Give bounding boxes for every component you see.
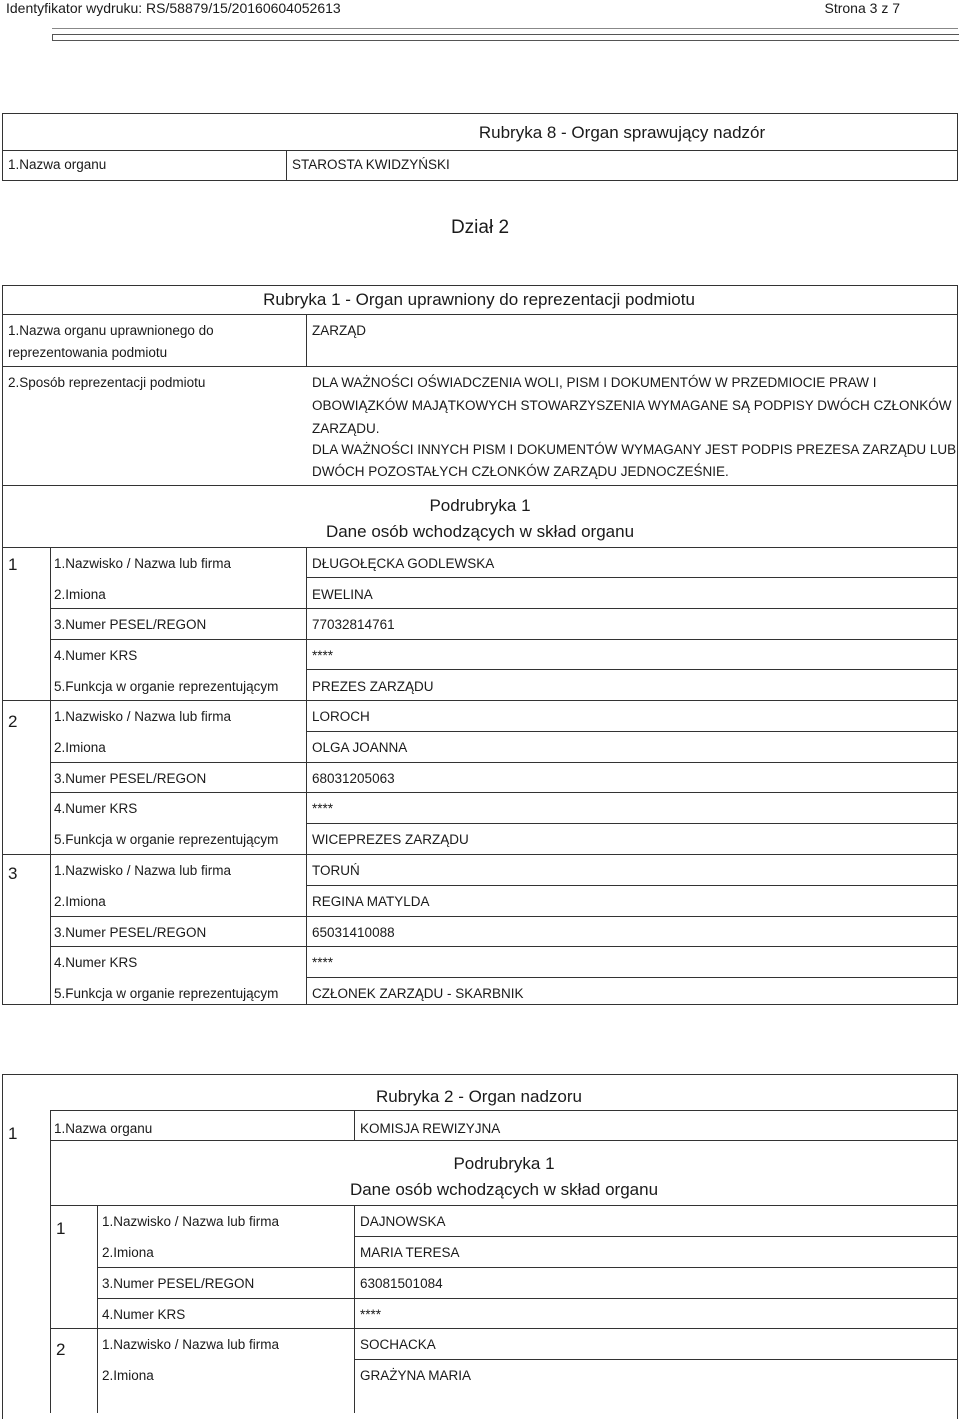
sposob-line-5: DWÓCH POZOSTAŁYCH CZŁONKÓW ZARZĄDU JEDNOCZEŚNIE. (312, 464, 729, 479)
value-nazwisko: LOROCH (312, 709, 370, 724)
person-number: 2 (56, 1340, 66, 1359)
label-imiona: 2.Imiona (54, 740, 106, 755)
organ-label-2: reprezentowania podmiotu (8, 345, 168, 360)
sposob-line-3: ZARZĄDU. (312, 421, 380, 436)
value-nazwisko: SOCHACKA (360, 1337, 436, 1352)
value-imiona: MARIA TERESA (360, 1245, 460, 1260)
label-imiona: 2.Imiona (54, 587, 106, 602)
label-krs: 4.Numer KRS (54, 955, 138, 970)
rubryka8-title: Rubryka 8 - Organ sprawujący nadzór (478, 123, 766, 142)
label-pesel: 3.Numer PESEL/REGON (54, 771, 207, 786)
label-nazwisko: 1.Nazwisko / Nazwa lub firma (54, 556, 232, 571)
label-funkcja: 5.Funkcja w organie reprezentującym (54, 832, 279, 847)
value-nazwisko: TORUŃ (312, 863, 360, 878)
value-krs: **** (312, 801, 334, 816)
value-krs: **** (312, 648, 334, 663)
label-imiona: 2.Imiona (54, 894, 106, 909)
value-imiona: GRAŻYNA MARIA (360, 1368, 472, 1383)
organ-label: 1.Nazwa organu uprawnionego do (8, 323, 214, 338)
value-funkcja: CZŁONEK ZARZĄDU - SKARBNIK (312, 986, 524, 1001)
value-imiona: EWELINA (312, 587, 373, 602)
value-krs: **** (312, 955, 334, 970)
rubryka8-label: 1.Nazwa organu (8, 157, 107, 172)
value-nazwisko: DŁUGOŁĘCKA GODLEWSKA (312, 556, 495, 571)
sposob-line-4: DLA WAŻNOŚCI INNYCH PISM I DOKUMENTÓW WYMAGANY JEST PODPIS PREZESA ZARZĄDU LUB (312, 442, 957, 457)
horizontal-scrollbar[interactable] (52, 34, 959, 41)
label-nazwisko: 1.Nazwisko / Nazwa lub firma (102, 1337, 280, 1352)
label-pesel: 3.Numer PESEL/REGON (102, 1276, 255, 1291)
label-krs: 4.Numer KRS (54, 648, 138, 663)
sposob-label: 2.Sposób reprezentacji podmiotu (8, 375, 206, 390)
organ-value: ZARZĄD (312, 323, 366, 338)
page-number: Strona 3 z 7 (824, 0, 900, 16)
value-pesel: 77032814761 (312, 617, 395, 632)
rubryka8-value: STAROSTA KWIDZYŃSKI (292, 157, 450, 172)
rubryka2-title: Rubryka 2 - Organ nadzoru (376, 1087, 582, 1106)
sposob-line-1: DLA WAŻNOŚCI OŚWIADCZENIA WOLI, PISM I DOKUMENTÓW W PRZEDMIOCIE PRAW I (312, 375, 877, 390)
person-number: 1 (56, 1219, 66, 1238)
podrubryka-subtitle: Dane osób wchodzących w skład organu (349, 1180, 659, 1199)
label-pesel: 3.Numer PESEL/REGON (54, 617, 207, 632)
label-nazwisko: 1.Nazwisko / Nazwa lub firma (54, 709, 232, 724)
label-nazwisko: 1.Nazwisko / Nazwa lub firma (102, 1214, 280, 1229)
value-pesel: 65031410088 (312, 925, 395, 940)
sposob-line-2: OBOWIĄZKÓW MAJĄTKOWYCH STOWARZYSZENIA WYMAGANE SĄ PODPISY DWÓCH CZŁONKÓW (312, 398, 952, 413)
podrubryka-subtitle: Dane osób wchodzących w skład organu (325, 522, 635, 541)
label-nazwisko: 1.Nazwisko / Nazwa lub firma (54, 863, 232, 878)
value-krs: **** (360, 1307, 382, 1322)
label-imiona: 2.Imiona (102, 1245, 154, 1260)
value-pesel: 68031205063 (312, 771, 395, 786)
organ-number: 1 (8, 1124, 18, 1143)
header-divider (52, 28, 958, 29)
section-title: Dział 2 (450, 217, 510, 238)
rubryka1-title: Rubryka 1 - Organ uprawniony do reprezentacji podmiotu (263, 290, 695, 309)
value-funkcja: PREZES ZARZĄDU (312, 679, 434, 694)
label-pesel: 3.Numer PESEL/REGON (54, 925, 207, 940)
value-pesel: 63081501084 (360, 1276, 443, 1291)
value-funkcja: WICEPREZES ZARZĄDU (312, 832, 469, 847)
print-identifier: Identyfikator wydruku: RS/58879/15/20160604052613 (6, 0, 341, 16)
rubryka2-organ-value: KOMISJA REWIZYJNA (360, 1121, 501, 1136)
label-funkcja: 5.Funkcja w organie reprezentującym (54, 679, 279, 694)
value-imiona: OLGA JOANNA (312, 740, 408, 755)
value-nazwisko: DAJNOWSKA (360, 1214, 446, 1229)
rubryka2-organ-label: 1.Nazwa organu (54, 1121, 153, 1136)
label-krs: 4.Numer KRS (102, 1307, 186, 1322)
person-number: 2 (8, 712, 18, 731)
label-imiona: 2.Imiona (102, 1368, 154, 1383)
value-imiona: REGINA MATYLDA (312, 894, 430, 909)
label-funkcja: 5.Funkcja w organie reprezentującym (54, 986, 279, 1001)
podrubryka-title: Podrubryka 1 (453, 1154, 555, 1173)
podrubryka-title: Podrubryka 1 (429, 496, 531, 515)
person-number: 3 (8, 864, 18, 883)
person-number: 1 (8, 555, 18, 574)
print-header (0, 0, 960, 20)
label-krs: 4.Numer KRS (54, 801, 138, 816)
